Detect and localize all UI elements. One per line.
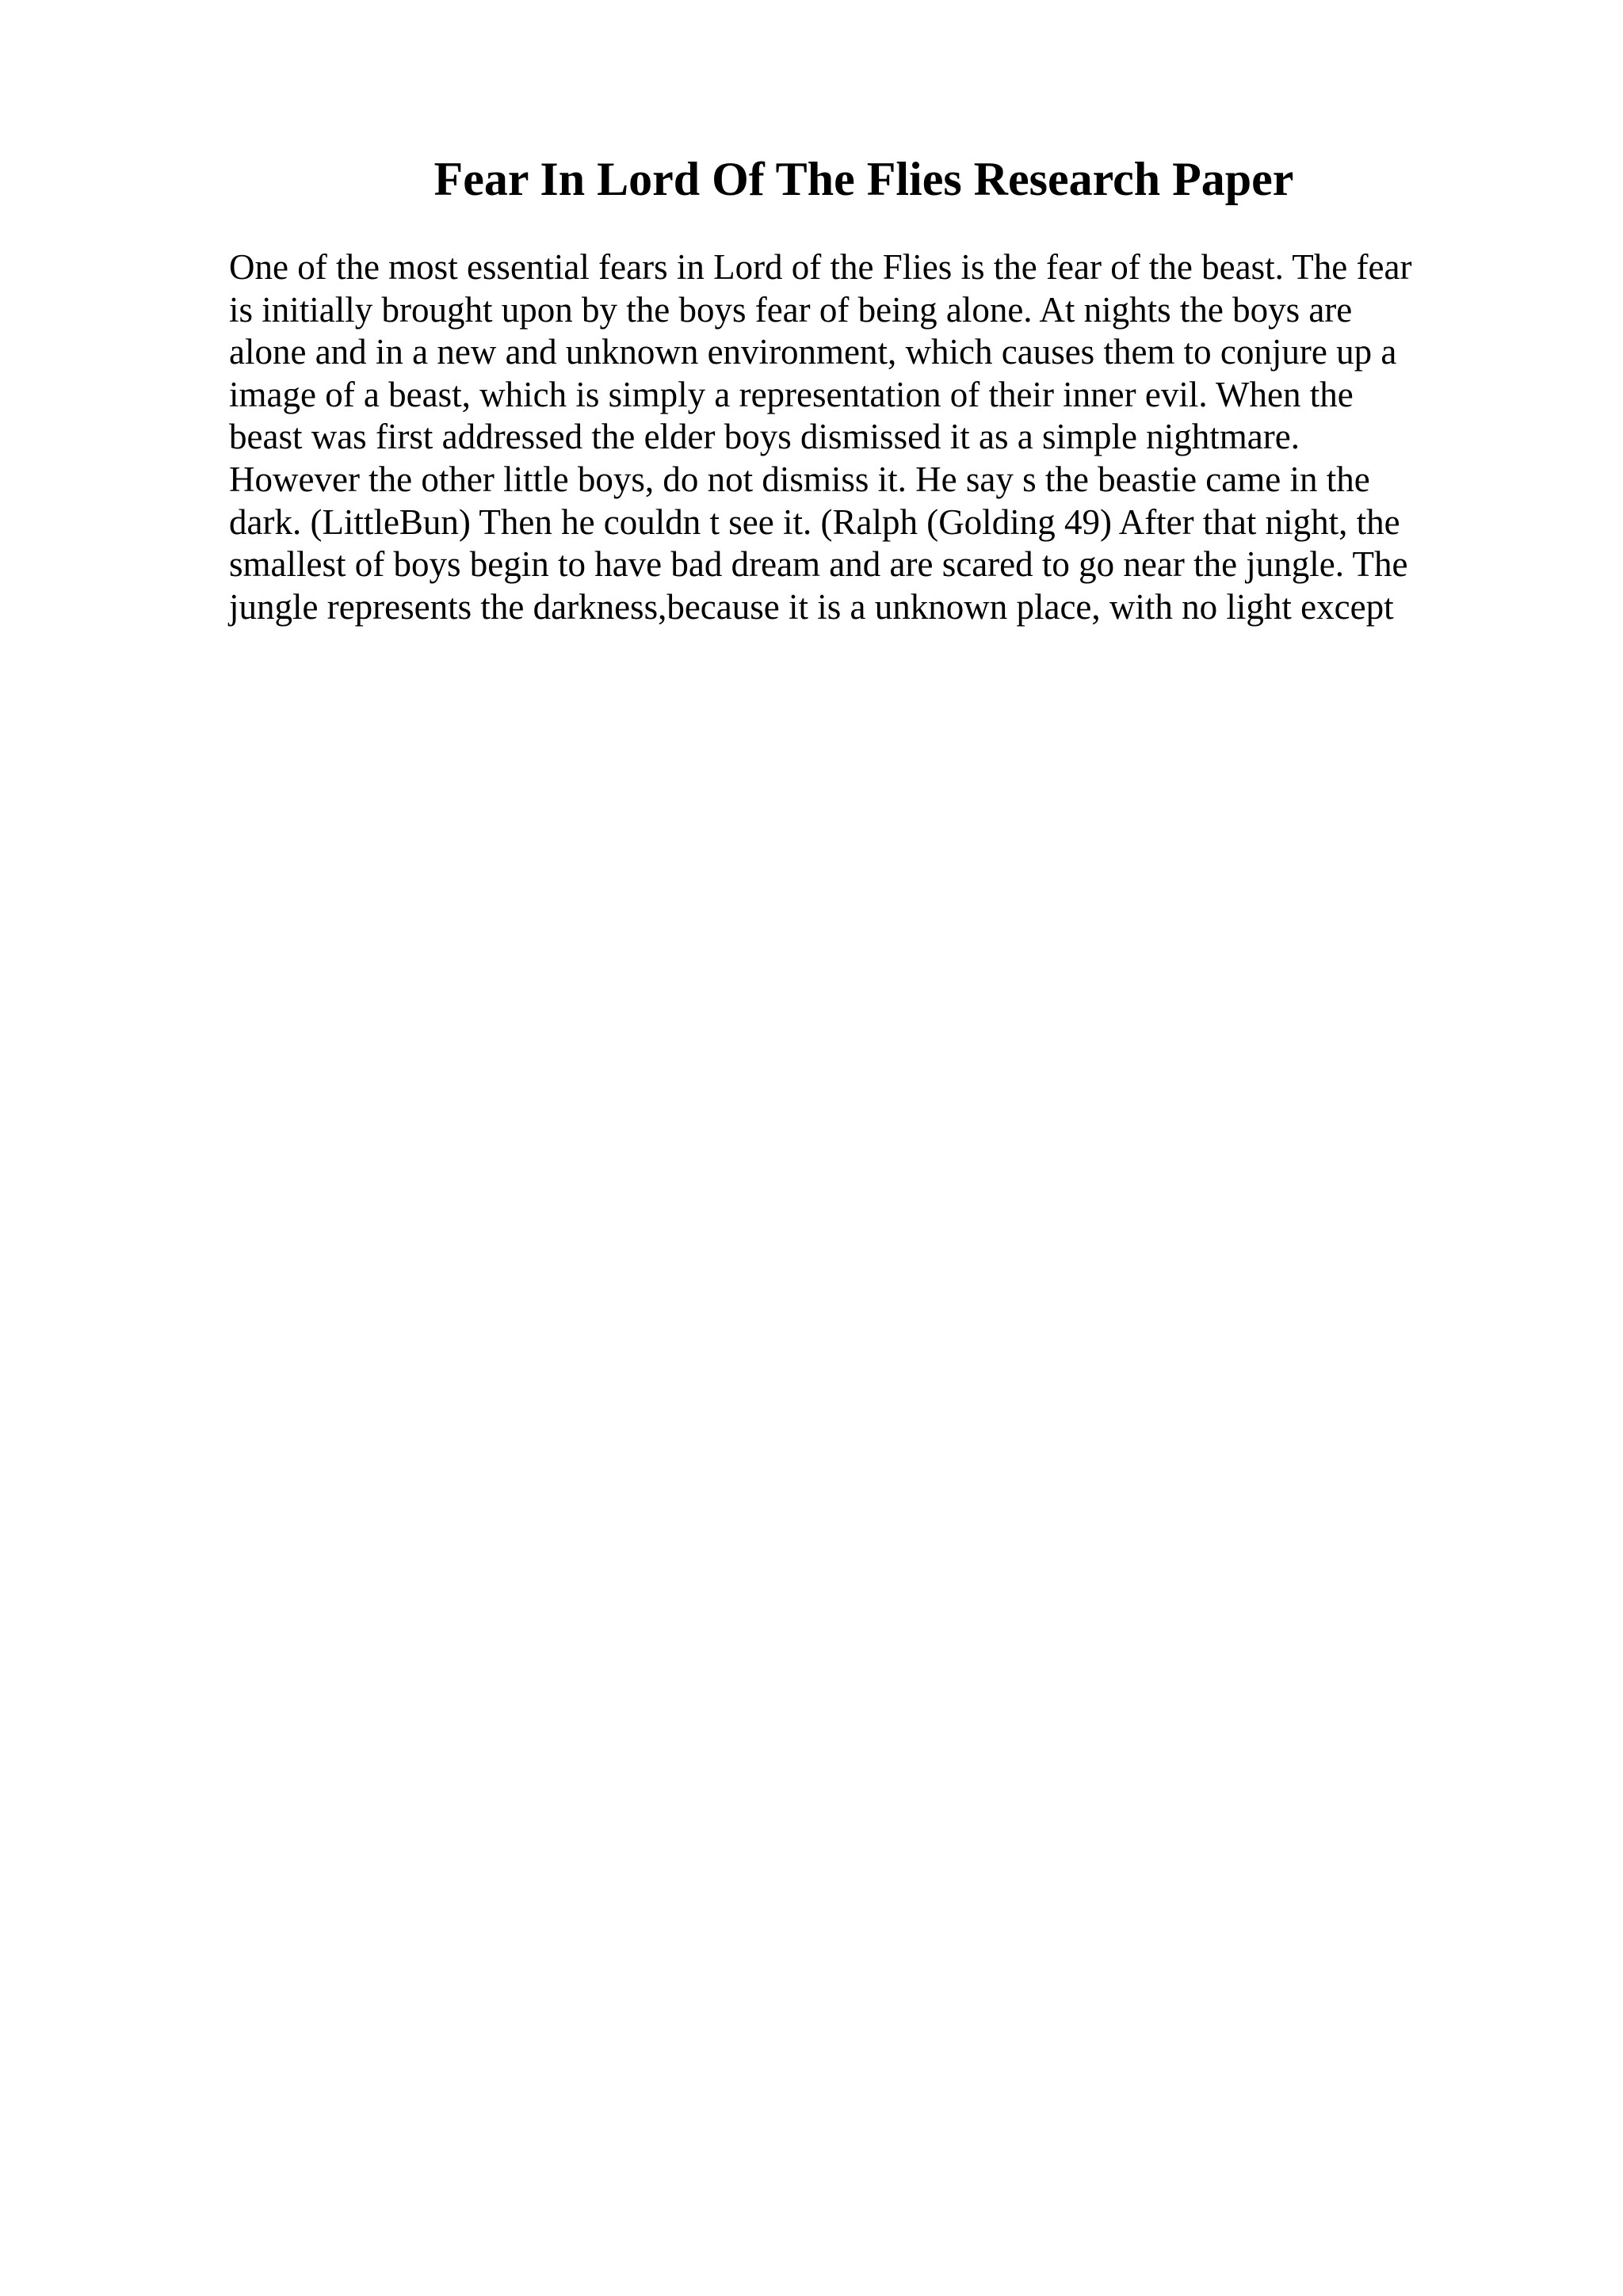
body-paragraph: [229, 246, 1497, 628]
paragraph-line: One of the most essential fears in Lord of the Flies is the fear of the beast. The fear: [229, 247, 1412, 287]
paragraph-line: dark. (LittleBun) Then he couldn t see it. (Ralph (Golding 49) After that night, the: [229, 502, 1400, 542]
paragraph-line: smallest of boys begin to have bad dream and are scared to go near the jungle. The: [229, 544, 1408, 585]
paragraph-line: jungle represents the darkness,because it is a unknown place, with no light except: [229, 586, 1394, 627]
paragraph-line: is initially brought upon by the boys fear of being alone. At nights the boys are: [229, 289, 1353, 330]
paragraph-line: However the other little boys, do not dismiss it. He say s the beastie came in the: [229, 459, 1370, 499]
paragraph-line: alone and in a new and unknown environment, which causes them to conjure up a: [229, 332, 1397, 372]
document-title: Fear In Lord Of The Flies Research Paper: [433, 153, 1294, 205]
paragraph-line: beast was first addressed the elder boys dismissed it as a simple nightmare.: [229, 417, 1300, 457]
paragraph-line: image of a beast, which is simply a representation of their inner evil. When the: [229, 374, 1354, 414]
